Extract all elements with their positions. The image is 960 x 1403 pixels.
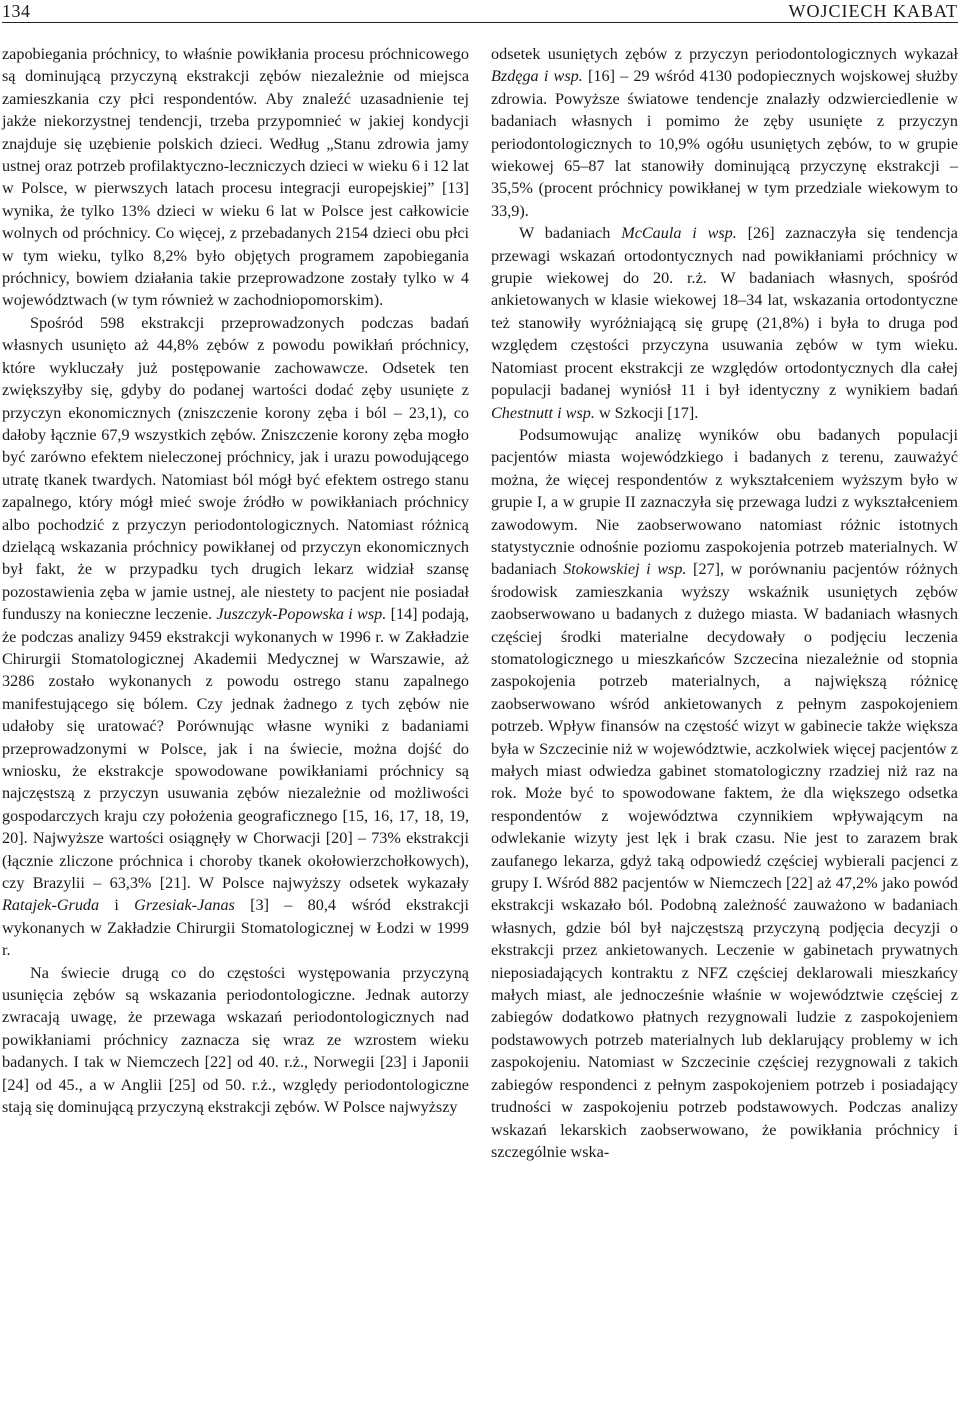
- paragraph: [2, 962, 469, 1119]
- cited-author: Chestnutt i wsp.: [491, 403, 595, 422]
- cited-author: Bzdęga i wsp.: [491, 67, 583, 86]
- text-run: [26] zaznaczyła się tendencja przewagi wskazań ortodontycznych nad powikłaniami próchnicy w grupie wiekowej do 20. r.ż. W badaniach własnych, spośród ankietowanych w klasie wiekowej 18–34 lat, wskazania ortodontyczne też stanowiły wyróżniającą się grupę (21,8%) i była to druga pod względem częstości przyczyna usuwania zębów w tym wieku. Natomiast procent ekstrakcji ze względów ortodontycznych dla całej populacji badanej wyniósł 11 i był identyczny z wynikiem badań: [491, 224, 958, 400]
- right-column: [491, 43, 958, 1163]
- text-run: zapobiegania próchnicy, to właśnie powikłania procesu próchnicowego są dominującą przyczyną ekstrakcji zębów niezależnie od miejsca zamieszkania czy płci respondentów. Aby znaleźć uzasadnienie tej jakże niekorzystnej tendencji, trzeba przypomnieć w jakiej kondycji znajduje się uzębienie polskich dzieci. Według „Stanu zdrowia jamy ustnej oraz potrzeb profilaktyczno-leczniczych dzieci w wieku 6 i 12 lat w Polsce, w pierwszych latach procesu integracji europejskiej” [13] wynika, że tylko 13% dzieci w wieku 6 lat w Polsce jest całkowicie wolnych od próchnicy. Co więcej, z przebadanych 2154 dzieci obu płci w tym wieku, tylko 8,2% było objętych programem zapobiegania próchnicy, bowiem działania takie przeprowadzone zostały tylko w 4 województwach (w tym również w zachodniopomorskim).: [2, 45, 469, 310]
- text-run: [14] podają, że podczas analizy 9459 ekstrakcji wykonanych w 1996 r. w Zakładzie Chirurgii Stomatologicznej Akademii Medycznej w Warszawie, aż 3286 zostało wykonanych z powodu ostrego stanu zapalnego manifestującego się bólem. Czy jednak żadnego z tych zębów nie udałoby się uratować? Porównując własne wyniki z badaniami przeprowadzonymi w Polsce, jak i na świecie, można dojść do wniosku, że ekstrakcje spowodowane powikłaniami próchnicy są najczęstszą z przyczyn usuwania zębów niezależnie od możliwości gospodarczych kraju czy położenia geograficznego [15, 16, 17, 18, 19, 20]. Najwyższe wartości osiągnęły w Chorwacji [20] – 73% ekstrakcji (łącznie zliczone próchnica i choroby tkanek okołowierzchołkowych), czy Brazylii – 63,3% [21]. W Polsce najwyższy odsetek wykazały: [2, 605, 469, 893]
- paragraph: [2, 43, 469, 312]
- cited-author: Grzesiak-Janas: [134, 896, 235, 915]
- running-head: [2, 0, 958, 23]
- text-run: [3] – 80,4 wśród ekstrakcji wykonanych w Zakładzie Chirurgii Stomatologicznej w Łodzi w 1999 r.: [2, 896, 470, 960]
- cited-author: Stokowskiej i wsp.: [563, 560, 687, 579]
- text-run: odsetek usuniętych zębów z przyczyn periodontologicznych wykazał: [491, 45, 958, 63]
- text-run: w Szkocji [17].: [594, 403, 699, 422]
- left-column: [2, 43, 469, 1163]
- cited-author: McCaula i wsp.: [621, 224, 737, 243]
- cited-author: Juszczyk-Popowska i wsp.: [216, 605, 387, 624]
- page-number: 134: [2, 1, 31, 21]
- running-head-author: WOJCIECH KABAT: [788, 1, 958, 21]
- text-run: Na świecie drugą co do częstości występowania przyczyną usunięcia zębów są wskazania periodontologiczne. Jednak autorzy zwracają uwagę, że przewaga wskazań periodontologicznych nad powikłaniami próchnicy zaznacza się wraz ze wzrostem wieku badanych. I tak w Niemczech [22] od 40. r.ż., Norwegii [23] i Japonii [24] od 45., a w Anglii [25] od 50. r.ż., względy periodontologiczne stają się dominującą przyczyną ekstrakcji zębów. W Polsce najwyższy: [2, 963, 469, 1117]
- text-run: [16] – 29 wśród 4130 podopiecznych wojskowej służby zdrowia. Powyższe światowe tendencje znalazły odzwierciedlenie w badaniach własnych i pomimo że zęby usunięte z przyczyn periodontologicznych to 10,9% ogółu usuniętych zębów, to w grupie wiekowej 65–87 lat stanowiły dominującą przyczynę ekstrakcji – 35,5% (procent próchnicy powikłanej w tym przedziale wiekowym to 33,9).: [491, 67, 958, 220]
- text-run: Spośród 598 ekstrakcji przeprowadzonych podczas badań własnych usunięto aż 44,8% zębów z powodu powikłań próchnicy, które wykluczały już postępowanie zachowawcze. Odsetek ten zwiększyłby się, gdyby do podanej wartości dodać zęby usunięte z przyczyn ekonomicznych (zniszczenie korony zęba i ból – 23,1), co dałoby łącznie 67,9 wszystkich zębów. Zniszczenie korony zęba mogło być zarówno efektem nieleczonej próchnicy, jak i urazu powodującego utratę tkanek twardych. Natomiast ból mógł być efektem ostrego stanu zapalnego, który mógł mieć swoje źródło w powikłaniach próchnicy albo pochodzić z przyczyn periodontologicznych. Natomiast różnicą dzielącą wskazania próchnicy powikłanej od przyczyn ekonomicznych był fakt, że w przypadku tych drugich lekarz widział szansę pozostawienia zęba w jamie ustnej, ale niestety to pacjent nie posiadał funduszy na konieczne leczenie.: [2, 313, 469, 624]
- paragraph: [491, 424, 958, 1163]
- text-run: i: [99, 896, 135, 915]
- paragraph: [491, 222, 958, 424]
- text-columns: [2, 43, 958, 1163]
- paragraph: [2, 312, 469, 962]
- paragraph: [491, 43, 958, 222]
- cited-author: Ratajek-Gruda: [2, 896, 100, 915]
- text-run: [27], w porównaniu pacjentów różnych środowisk zamieszkania wyższy wskaźnik usuniętych zębów zaobserwowano u badanych z dużego miasta. W badaniach własnych częściej środki materialne decydowały o podjęciu leczenia stomatologicznego u mieszkańców Szczecina niezależnie od stopnia zaspokojenia potrzeb materialnych, a największą różnicę zaobserwowano wśród ankietowanych z pełnym zaspokojeniem potrzeb. Wpływ finansów na częstość wizyt w gabinecie także większa była w Szczecinie niż w województwie, aczkolwiek więcej pacjentów z małych miast odwiedza gabinet stomatologiczny rzadziej niż raz na rok. Może być to spowodowane faktem, że dla większego odsetka respondentów z województwa czynnikiem wpływającym na odwlekanie wizyty jest lęk i brak czasu. Nie jest to zarazem brak zaufanego lekarza, gdyż taką odpowiedź częściej wybierali pacjenci z grupy I. Wśród 882 pacjentów w Niemczech [22] aż 47,2% jako powód ekstrakcji wskazało ból. Podobną zależność zauważono w badaniach własnych, gdzie ból był najczęstszą przyczyną podjęcia decyzji o ekstrakcji przez ankietowanych. Leczenie w gabinetach prywatnych nieposiadających kontraktu z NFZ częściej deklarowali mieszkańcy małych miast, ale jednocześnie właśnie w województwie częściej z zabiegów dodatkowo płatnych rezygnowali ludzie z zaspokojeniem podstawowych potrzeb materialnych lub deklarujący problemy w ich zaspokojeniu. Natomiast w Szczecinie częściej rezygnowali z takich zabiegów respondenci z pełnym zaspokojeniem potrzeb i posiadający trudności w zaspokojeniu potrzeb podstawowych. Podczas analizy wskazań lekarskich zaobserwowano, że powikłania próchnicy i szczególnie wska-: [491, 560, 958, 1161]
- text-run: Podsumowując analizę wyników obu badanych populacji pacjentów miasta wojewódzkiego i badanych z terenu, zauważyć można, że więcej respondentów z wykształceniem wyższym było w grupie I, a w grupie II zaznaczyła się przewaga ludzi z wykształceniem zawodowym. Nie zaobserwowano natomiast różnic istotnych statystycznie odnośnie poziomu zaspokojenia potrzeb materialnych. W badaniach: [491, 425, 958, 579]
- text-run: W badaniach: [519, 224, 622, 243]
